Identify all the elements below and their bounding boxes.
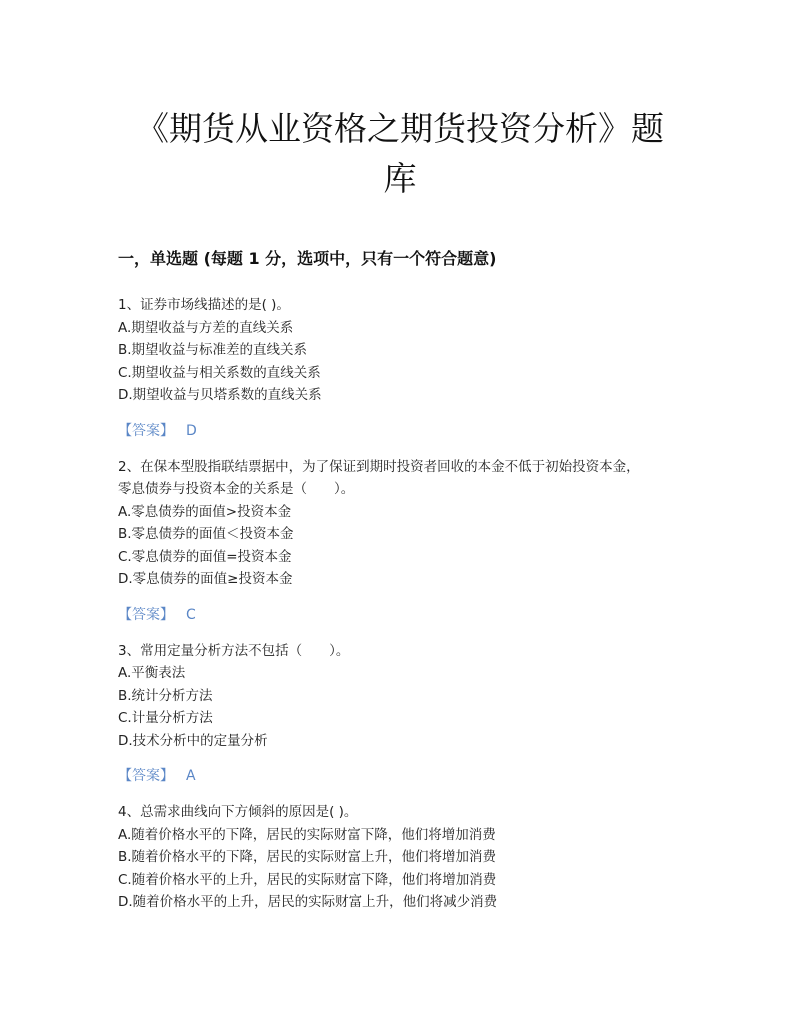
option-a: A.平衡表法 [118, 665, 186, 681]
option-d: D.随着价格水平的上升，居民的实际财富上升，他们将减少消费 [118, 894, 498, 910]
answer-line [118, 604, 718, 626]
question-3 [118, 640, 718, 788]
question-1 [118, 294, 718, 442]
option-d: D.技术分析中的定量分析 [118, 732, 268, 749]
answer-value: A [186, 768, 196, 784]
option-c: C.零息债券的面值=投资本金 [118, 548, 292, 565]
title-line-2: 库 [383, 159, 417, 198]
answer-value: C [186, 606, 196, 623]
option-b: B.零息债券的面值＜投资本金 [118, 526, 294, 542]
answer-label: 【答案】 [118, 422, 174, 439]
option-a: A.随着价格水平的下降，居民的实际财富下降，他们将增加消费 [118, 826, 496, 843]
question-stem: 3、常用定量分析方法不包括（ ）。 [118, 642, 350, 659]
question-stem: 2、在保本型股指联结票据中，为了保证到期时投资者回收的本金不低于初始投资本金， [118, 458, 640, 475]
option-a: A.零息债券的面值>投资本金 [118, 503, 292, 520]
option-b: B.随着价格水平的下降，居民的实际财富上升，他们将增加消费 [118, 849, 497, 865]
answer-value: D [186, 422, 197, 439]
question-stem: 4、总需求曲线向下方倾斜的原因是( )。 [118, 804, 358, 820]
answer-label: 【答案】 [118, 768, 174, 784]
answer-line [118, 765, 718, 787]
option-b: B.统计分析方法 [118, 687, 213, 704]
option-c: C.计量分析方法 [118, 710, 213, 726]
question-2 [118, 456, 718, 626]
question-stem-continued: 零息债券与投资本金的关系是（ ）。 [118, 481, 355, 497]
answer-line [118, 420, 718, 442]
option-c: C.期望收益与相关系数的直线关系 [118, 364, 321, 381]
section-heading: 一，单选题 (每题 1 分，选项中，只有一个符合题意) [118, 249, 497, 268]
question-list [118, 294, 718, 914]
option-a: A.期望收益与方差的直线关系 [118, 319, 294, 336]
answer-label: 【答案】 [118, 606, 174, 623]
option-b: B.期望收益与标准差的直线关系 [118, 342, 308, 358]
option-c: C.随着价格水平的上升，居民的实际财富下降，他们将增加消费 [118, 871, 497, 888]
question-4 [118, 801, 718, 914]
option-d: D.零息债券的面值≥投资本金 [118, 571, 293, 587]
question-stem: 1、证券市场线描述的是( )。 [118, 297, 290, 313]
title-line-1: 《期货从业资格之期货投资分析》题 [136, 109, 664, 148]
option-d: D.期望收益与贝塔系数的直线关系 [118, 387, 322, 403]
document-title [100, 104, 700, 204]
